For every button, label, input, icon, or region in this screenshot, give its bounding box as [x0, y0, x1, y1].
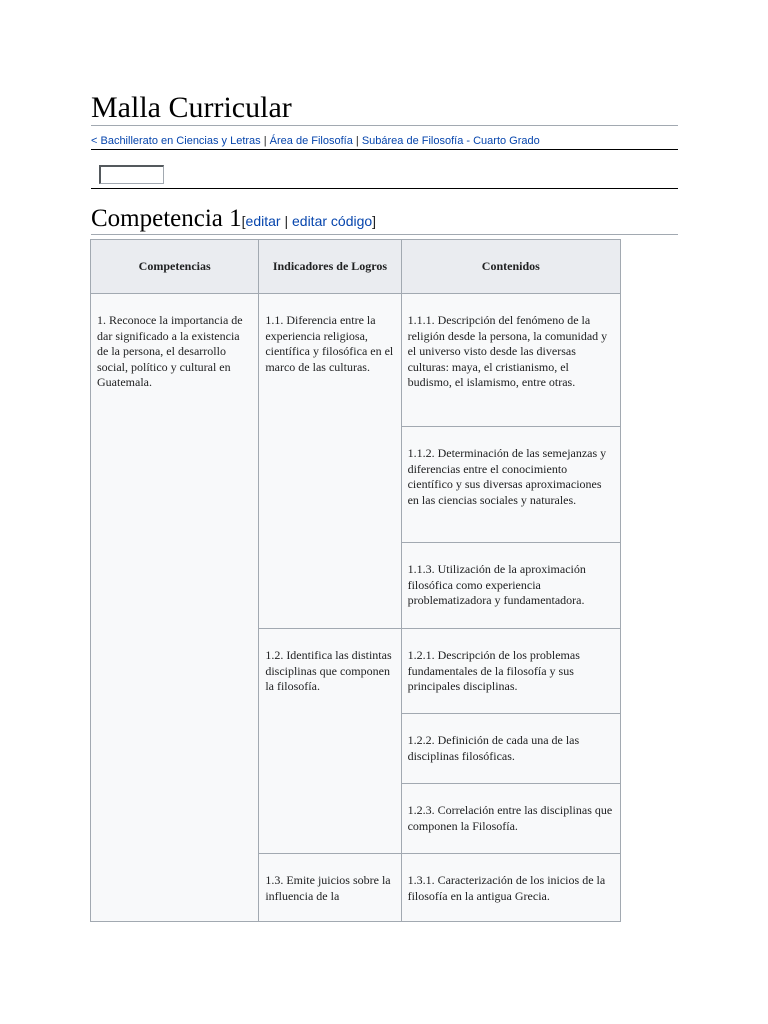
- curriculum-table: [90, 239, 621, 922]
- contenido-cell: 1.1.1. Descripción del fenómeno de la religión desde la persona, la comunidad y el universo visto desde las diversas culturas: maya, el cristianismo, el budismo, el islamismo, entre otras.: [401, 294, 620, 427]
- indicador-cell: 1.2. Identifica las distintas disciplinas que componen la filosofía.: [259, 629, 401, 854]
- breadcrumb-link-area-filosofia[interactable]: Área de Filosofía: [269, 135, 353, 147]
- edit-separator: |: [280, 213, 292, 229]
- page-title: Malla Curricular: [91, 91, 292, 124]
- contenido-cell: 1.2.2. Definición de cada una de las disciplinas filosóficas.: [401, 714, 620, 784]
- contenido-cell: 1.1.2. Determinación de las semejanzas y diferencias entre el conocimiento científico y sus diversas aproximaciones en las ciencias sociales y naturales.: [401, 427, 620, 543]
- breadcrumb-separator: |: [260, 135, 270, 147]
- contenido-cell: 1.2.3. Correlación entre las disciplinas que componen la Filosofía.: [401, 784, 620, 854]
- contenido-cell: 1.1.3. Utilización de la aproximación filosófica como experiencia problematizadora y fundamentadora.: [401, 543, 620, 629]
- breadcrumb-prefix: <: [91, 135, 101, 147]
- edit-bracket-close: ]: [372, 213, 377, 229]
- contenido-cell: 1.3.1. Caracterización de los inicios de la filosofía en la antigua Grecia.: [401, 854, 620, 922]
- breadcrumb-link-bachillerato[interactable]: [91, 135, 261, 147]
- breadcrumb-separator: |: [352, 135, 362, 147]
- section-heading: [91, 203, 376, 237]
- indicador-cell: 1.3. Emite juicios sobre la influencia de la: [259, 854, 401, 922]
- edit-source-link[interactable]: editar código: [292, 213, 373, 229]
- indicador-cell: 1.1. Diferencia entre la experiencia religiosa, científica y filosófica en el marco de las culturas.: [259, 294, 401, 629]
- header-contenidos: Contenidos: [401, 240, 620, 294]
- table-header-row: [91, 240, 621, 294]
- breadcrumb: [91, 134, 540, 149]
- edit-link[interactable]: editar: [245, 213, 281, 229]
- header-competencias: Competencias: [91, 240, 259, 294]
- section-divider: [91, 234, 678, 235]
- edit-bracket-open: [: [241, 213, 246, 229]
- header-indicadores: Indicadores de Logros: [259, 240, 401, 294]
- section-heading-text: Competencia 1: [91, 205, 242, 232]
- table-row: [91, 294, 621, 427]
- toc-input-box[interactable]: [99, 165, 164, 184]
- toc-divider: [91, 188, 678, 189]
- title-divider: [91, 125, 678, 126]
- breadcrumb-divider: [91, 149, 678, 150]
- competencia-cell: 1. Reconoce la importancia de dar significado a la existencia de la persona, el desarrollo social, político y cultural en Guatemala.: [91, 294, 259, 922]
- section-edit-links: [242, 213, 376, 229]
- breadcrumb-item-bachillerato: Bachillerato en Ciencias y Letras: [100, 135, 261, 147]
- breadcrumb-link-subarea-filosofia[interactable]: Subárea de Filosofía - Cuarto Grado: [361, 135, 540, 147]
- contenido-cell: 1.2.1. Descripción de los problemas fundamentales de la filosofía y sus principales disciplinas.: [401, 629, 620, 714]
